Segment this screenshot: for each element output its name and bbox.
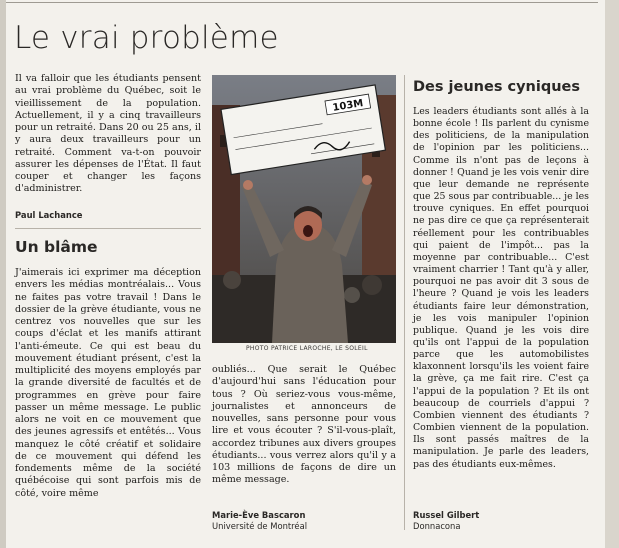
- cheque-amount: 103M: [331, 98, 365, 114]
- letter-cyniques-author: Russel Gilbert: [413, 510, 480, 520]
- scan-right-edge: [605, 0, 619, 548]
- letter-vrai-probleme-body: Il va falloir que les étudiants pensent au vrai problème du Québec, soit le vieillissement de la population. Actuellement, il y a cinq travailleurs pour un retraité. Dans 20 ou 25 ans, il y aura deux travailleurs pour un retraité. Comment va-t-on pouvoir assurer les dépenses de l'État. Il faut couper et changer les façons d'administrer.: [15, 73, 201, 195]
- letter-blame-body-left: J'aimerais ici exprimer ma déception envers les médias montréalais... Vous ne faites pas votre travail ! Dans le dossier de la grève étudiante, vous ne centrez vos nouvelles que sur les coups d'éclat et les manifs attirant l'anti-émeute. Ce qui est beau du mouvement étudiant présent, c'est la multiplicité des moyens employés par la grande diversité de facultés et de programmes en grève pour faire passer un même message. Le public alors ne voit en ce mouvement que des jeunes agressifs et entêtés... Vous manquez le côté créatif et solidaire de ce mouvement qui défend les fondements même de la société québécoise qui sont parfois mis de côté, voire même: [15, 267, 201, 499]
- protest-photo: [212, 75, 396, 343]
- letter-blame-author: Marie-Ève Bascaron: [212, 510, 306, 520]
- photo-credit: PHOTO PATRICE LAROCHE, LE SOLEIL: [246, 345, 368, 352]
- letter-blame-affiliation: Université de Montréal: [212, 521, 308, 531]
- top-rule: [6, 2, 598, 3]
- scan-left-edge: [0, 0, 6, 548]
- letter-cyniques-place: Donnacona: [413, 521, 461, 531]
- letter-vrai-probleme-author: Paul Lachance: [15, 210, 83, 220]
- letter-blame-heading: Un blâme: [15, 238, 98, 256]
- column-divider: [404, 75, 405, 530]
- letter-blame-body-right: oubliés... Que serait le Québec d'aujourd'hui sans l'éducation pour tous ? Où seriez-vous vous-même, journalistes et annonceurs de nouvelles, sans personne pour vous lire et vous écouter ? S'il-vous-plaît, accordez tribunes aux divers groupes étudiants... vous verrez alors qu'il y a 103 millions de façons de dire un même message.: [212, 364, 396, 486]
- letter-cyniques-body: Les leaders étudiants sont allés à la bonne école ! Ils parlent du cynisme des politiciens, de la manipulation de l'opinion par les politiciens... Comme ils n'ont pas de leçons à donner ! Quand je les vois venir dire que leur demande ne représente que 25 sous par contribuable... je les trouve cyniques. En effet pourquoi ne pas dire ce que ça représenterait réellement pour les contribuables qui paient de l'impôt... pas la moyenne par contribuable... C'est vraiment charrier ! Tant qu'à y aller, pourquoi ne pas avoir dit 3 sous de l'heure ? Quand je vois les leaders étudiants faire leur démonstration, je les vois manipuler l'opinion publique. Quand je les vois dire qu'ils ont l'appui de la population parce que les automobilistes klaxonnent lorsqu'ils les voient faire la grève, ça me fait rire. C'est ça l'appui de la population ? Et ils ont beaucoup de courriels d'appui ? Combien viennent des étudiants ? Combien viennent de la population. Ils sont passés maîtres de la manipulation. Je parle des leaders, pas des étudiants eux-mêmes.: [413, 106, 589, 470]
- letter-cyniques-heading: Des jeunes cyniques: [413, 79, 581, 95]
- protest-photo-graphic: [212, 75, 396, 343]
- section-divider: [15, 228, 201, 229]
- page-headline: Le vrai problème: [14, 20, 279, 56]
